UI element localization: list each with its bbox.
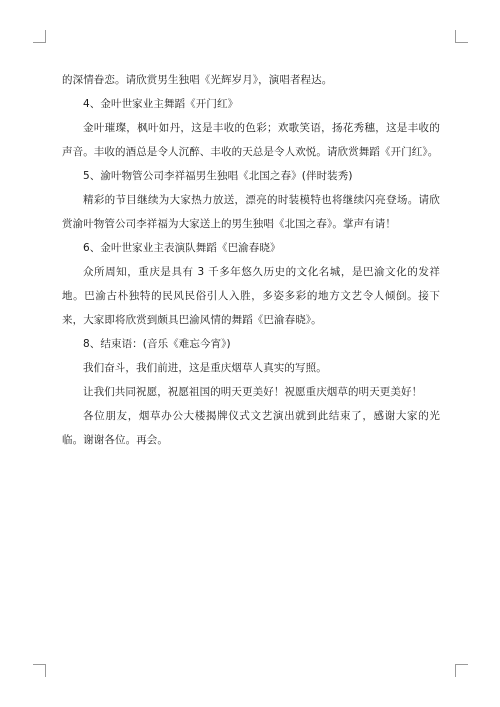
program-heading-4: 4、金叶世家业主舞蹈《开门红》 — [83, 98, 239, 110]
paragraph-program-4: 金叶璀璨，枫叶如丹，这是丰收的色彩；欢歌笑语，扬花秀穗，这是丰收的声音。丰收的酒总是令人沉醉、丰收的天总是令人欢悦。请欣赏舞蹈《开门红》。 — [62, 122, 440, 158]
paragraph-program-5: 精彩的节目继续为大家热力放送，漂亮的时装模特也将继续闪亮登场。请欣赏渝叶物管公司李祥福为大家送上的男生独唱《北国之春》。掌声有请！ — [62, 194, 440, 230]
paragraph-closing-2: 让我们共同祝愿，祝愿祖国的明天更美好！祝愿重庆烟草的明天更美好！ — [83, 386, 423, 398]
document-body — [62, 68, 440, 452]
paragraph-continuation: 的深情眷恋。请欣赏男生独唱《光辉岁月》，演唱者程达。 — [62, 74, 333, 86]
paragraph-closing-1: 我们奋斗，我们前进，这是重庆烟草人真实的写照。 — [83, 362, 327, 374]
paragraph-program-6: 众所周知，重庆是具有 3 千多年悠久历史的文化名城，是巴渝文化的发祥地。巴渝古朴独特的民风民俗引人入胜，多姿多彩的地方文艺令人倾倒。接下来，大家即将欣赏到颇具巴渝风情的舞蹈《巴渝春晓》。 — [62, 266, 440, 326]
program-heading-8: 8、结束语：(音乐《难忘今宵》) — [83, 338, 231, 350]
paragraph-closing-3: 各位朋友，烟草办公大楼揭牌仪式文艺演出就到此结束了，感谢大家的光临。谢谢各位。再会。 — [62, 410, 440, 446]
crop-mark-top-left — [33, 30, 46, 43]
crop-mark-bottom-right — [455, 664, 468, 677]
crop-mark-top-right — [455, 30, 468, 43]
program-heading-6: 6、金叶世家业主表演队舞蹈《巴渝春晓》 — [83, 242, 281, 254]
program-heading-5: 5、渝叶物管公司李祥福男生独唱《北国之春》(伴时装秀) — [83, 170, 353, 182]
crop-mark-bottom-left — [33, 664, 46, 677]
